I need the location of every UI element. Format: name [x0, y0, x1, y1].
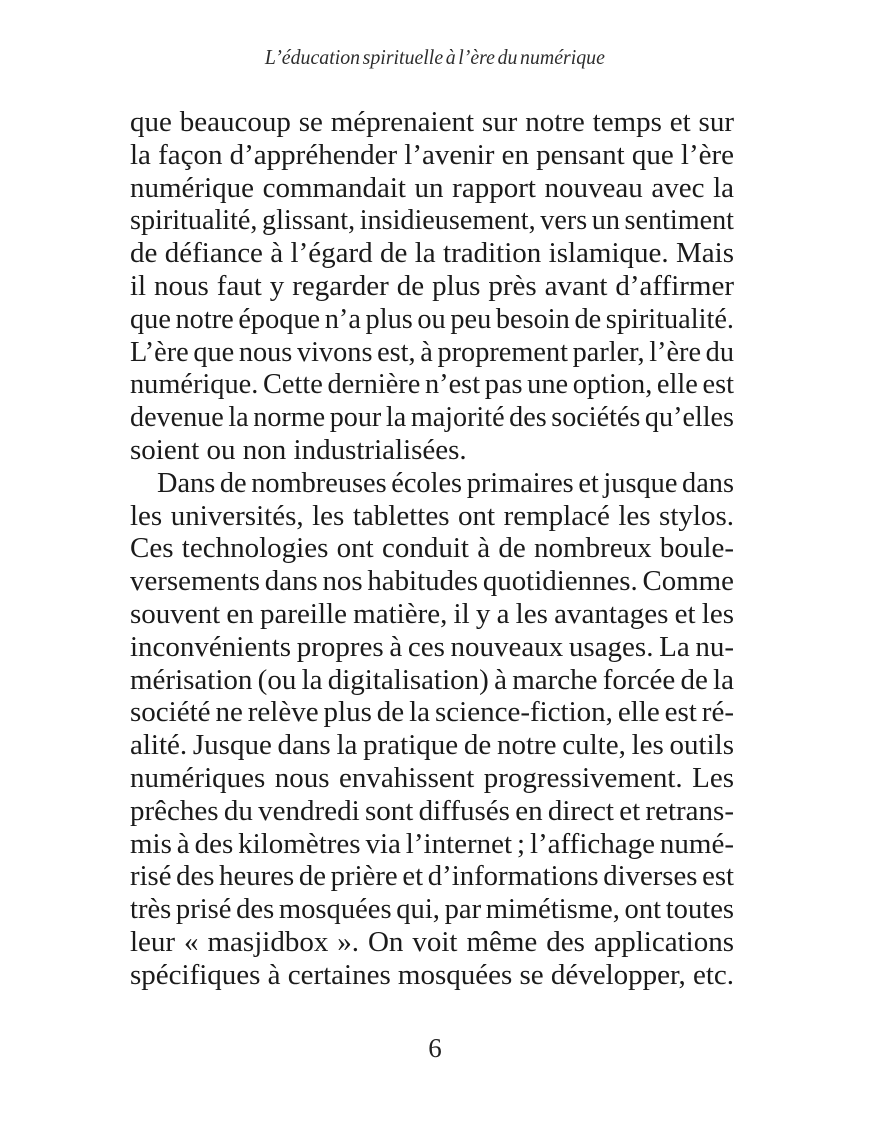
- text-line: [130, 270, 734, 303]
- text-line: [130, 237, 734, 270]
- text-line: [130, 565, 734, 598]
- text-line: [130, 500, 734, 533]
- text-line: [130, 336, 734, 369]
- text-line: [130, 434, 734, 467]
- text-line: [130, 368, 734, 401]
- text-line-content: souvent en pareille matière, il y a les avantages et les: [130, 597, 734, 630]
- text-line-content: risé des heures de prière et d’informations diverses est: [130, 860, 734, 893]
- text-line: [130, 926, 734, 959]
- text-line-content: société ne relève plus de la science-fiction, elle est ré-: [130, 696, 734, 729]
- text-line-content: L’ère que nous vivons est, à proprement parler, l’ère du: [130, 335, 734, 368]
- text-line-content: de défiance à l’égard de la tradition islamique. Mais: [130, 237, 734, 270]
- text-line-content: soient ou non industrialisées.: [130, 433, 467, 466]
- text-line-content: la façon d’appréhender l’avenir en pensant que l’ère: [130, 138, 734, 171]
- running-header-text: L’éducation spirituelle à l’ère du numérique: [264, 45, 605, 69]
- text-line-content: leur « masjidbox ». On voit même des applications: [130, 925, 734, 958]
- running-header: [0, 42, 870, 72]
- text-line: [130, 598, 734, 631]
- text-line-content: Dans de nombreuses écoles primaires et jusque dans: [157, 466, 734, 499]
- text-line-content: alité. Jusque dans la pratique de notre culte, les outils: [130, 729, 734, 762]
- text-line-content: Ces technologies ont conduit à de nombreux boule-: [130, 532, 734, 565]
- text-line-content: très prisé des mosquées qui, par mimétisme, ont toutes: [130, 893, 734, 926]
- text-line-content: mérisation (ou la digitalisation) à marche forcée de la: [130, 663, 734, 696]
- text-line-content: il nous faut y regarder de plus près avant d’affirmer: [130, 269, 734, 302]
- text-line: [130, 860, 734, 893]
- text-line: [130, 631, 734, 664]
- text-line: [130, 664, 734, 697]
- text-line-content: numérique commandait un rapport nouveau avec la: [130, 171, 734, 204]
- text-line: [130, 106, 734, 139]
- text-line-content: que notre époque n’a plus ou peu besoin de spiritualité.: [130, 302, 734, 335]
- text-line: [130, 204, 734, 237]
- page-number-text: 6: [428, 1033, 442, 1063]
- text-line-content: devenue la norme pour la majorité des sociétés qu’elles: [130, 401, 734, 434]
- text-line-content: versements dans nos habitudes quotidiennes. Comme: [130, 565, 734, 598]
- text-line: [130, 729, 734, 762]
- text-line: [130, 532, 734, 565]
- text-line-content: les universités, les tablettes ont remplacé les stylos.: [130, 499, 734, 532]
- text-line: [130, 401, 734, 434]
- text-line-content: spécifiques à certaines mosquées se développer, etc.: [130, 958, 734, 991]
- text-line-content: prêches du vendredi sont diffusés en direct et retrans-: [130, 794, 734, 827]
- body-text: [130, 106, 734, 992]
- page-number: [0, 1032, 870, 1064]
- text-line-content: numérique. Cette dernière n’est pas une option, elle est: [130, 368, 734, 401]
- text-line-content: inconvénients propres à ces nouveaux usages. La nu-: [130, 630, 734, 663]
- text-line: [130, 959, 734, 992]
- text-line-content: spiritualité, glissant, insidieusement, vers un sentiment: [130, 204, 734, 237]
- text-line-content: numériques nous envahissent progressivement. Les: [130, 761, 734, 794]
- text-line-content: que beaucoup se méprenaient sur notre temps et sur: [130, 106, 734, 138]
- text-line: [130, 172, 734, 205]
- text-line: [130, 467, 734, 500]
- text-line: [130, 828, 734, 861]
- text-line: [130, 762, 734, 795]
- text-line-content: mis à des kilomètres via l’internet ; l’affichage numé-: [130, 827, 734, 860]
- text-line: [130, 303, 734, 336]
- text-line: [130, 893, 734, 926]
- text-line: [130, 696, 734, 729]
- text-line: [130, 139, 734, 172]
- text-line: [130, 795, 734, 828]
